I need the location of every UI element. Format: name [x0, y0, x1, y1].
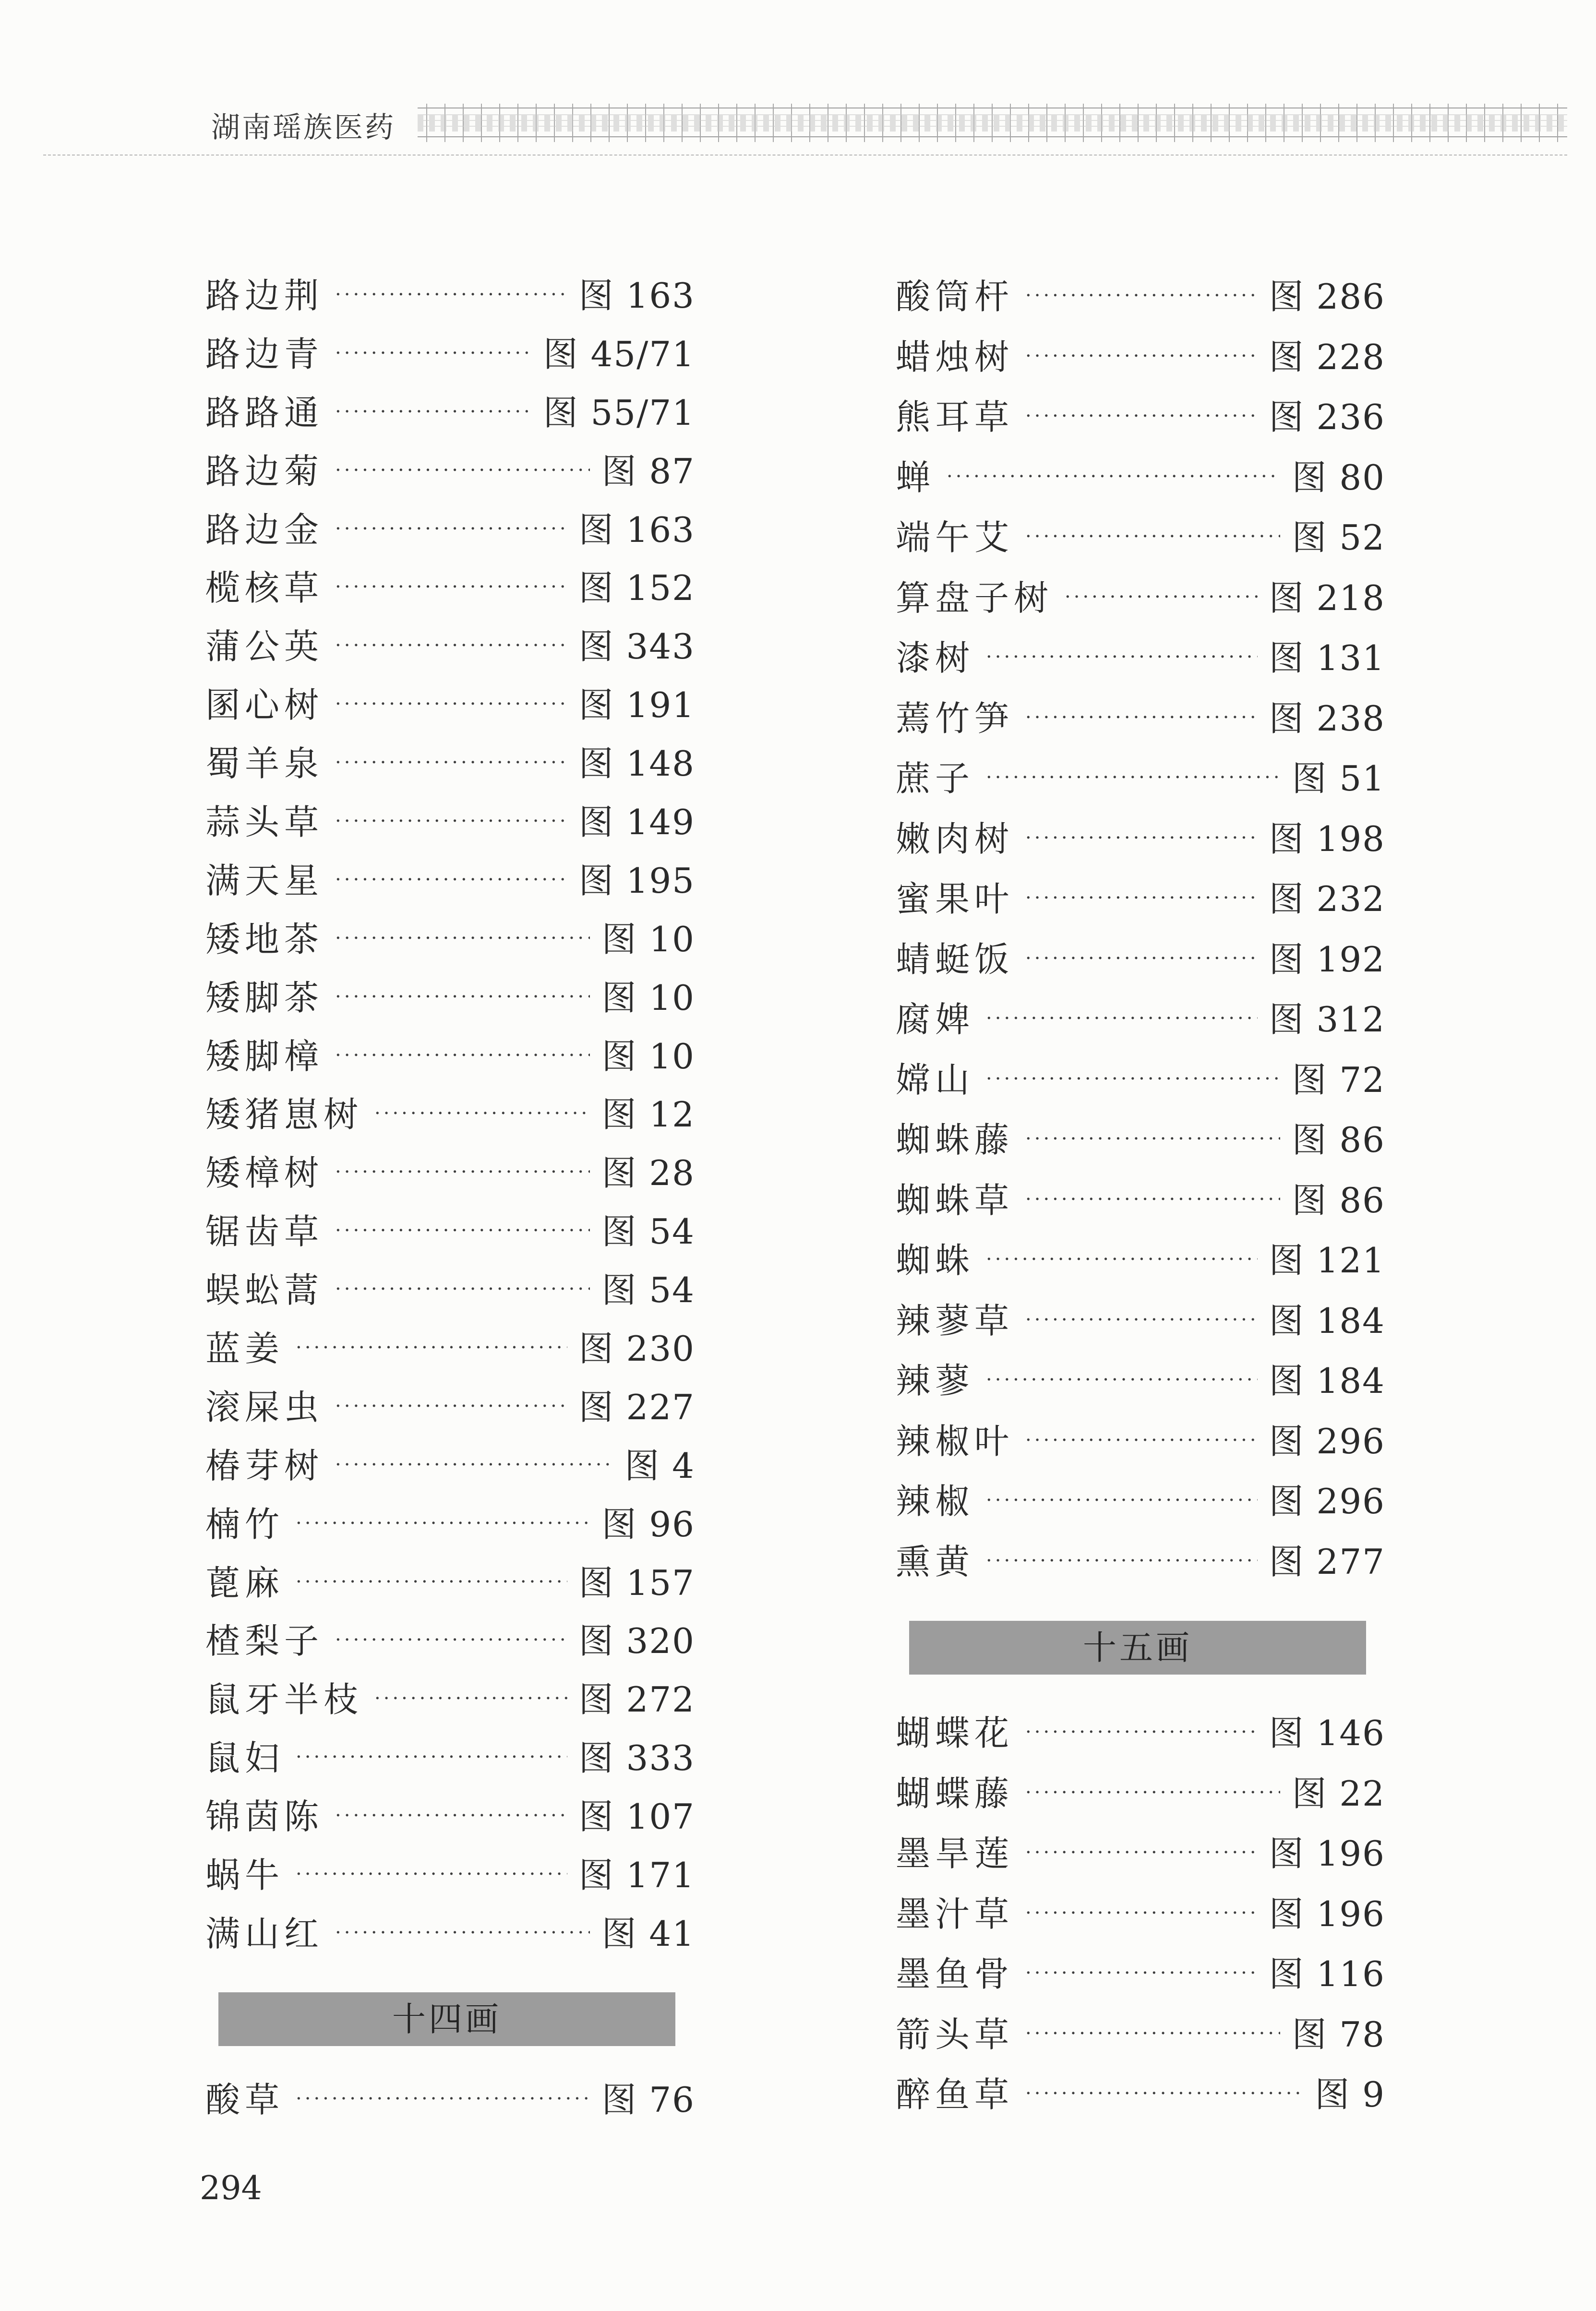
- entry-name: 墨旱莲: [896, 1833, 1014, 1874]
- dot-leader: [1025, 387, 1258, 447]
- dot-leader: [296, 1846, 567, 1904]
- index-entry: [896, 568, 1385, 629]
- index-entry: [896, 1884, 1385, 1945]
- dot-leader: [335, 1261, 590, 1319]
- dot-leader: [986, 1472, 1258, 1531]
- index-entry: [896, 2065, 1385, 2125]
- dot-leader: [335, 501, 567, 559]
- figure-reference: 图 198: [1269, 818, 1385, 859]
- entry-name: 蜡烛树: [896, 336, 1014, 377]
- figure-reference: 图 272: [578, 1679, 695, 1720]
- index-entry: [205, 1320, 695, 1378]
- dot-leader: [947, 448, 1280, 507]
- entry-name: 嫩肉树: [896, 818, 1014, 859]
- index-entry: [205, 735, 695, 793]
- entry-name: 路边青: [205, 334, 324, 374]
- entry-name: 蓖麻: [205, 1562, 285, 1603]
- dot-leader: [296, 1496, 590, 1553]
- entry-name: 蝉: [896, 457, 936, 498]
- dot-leader: [1025, 327, 1258, 387]
- figure-reference: 图 12: [601, 1094, 695, 1135]
- entry-name: 蜜果叶: [896, 879, 1014, 919]
- figure-reference: 图 76: [601, 2079, 695, 2120]
- entry-name: 锯齿草: [205, 1211, 324, 1252]
- index-entry: [896, 1944, 1385, 2005]
- figure-reference: 图 96: [601, 1504, 695, 1545]
- dot-leader: [335, 618, 567, 675]
- dot-leader: [1025, 1412, 1258, 1471]
- index-entry: [896, 1703, 1385, 1764]
- index-entry: [205, 325, 695, 384]
- dot-leader: [986, 1532, 1258, 1592]
- entry-name: 蔫竹笋: [896, 698, 1014, 739]
- entry-list: [205, 2071, 695, 2130]
- index-entry: [205, 384, 695, 443]
- index-entry: [205, 676, 695, 735]
- figure-reference: 图 10: [601, 977, 695, 1018]
- entry-name: 矮脚茶: [205, 977, 324, 1018]
- index-entry: [205, 1203, 695, 1261]
- dot-leader: [1065, 568, 1258, 628]
- entry-name: 辣椒叶: [896, 1421, 1014, 1461]
- dot-leader: [335, 1612, 567, 1670]
- index-entry: [205, 1028, 695, 1086]
- dot-leader: [986, 628, 1258, 688]
- entry-name: 酸筒杆: [896, 276, 1014, 317]
- book-title: 湖南瑶族医药: [211, 111, 396, 144]
- index-entry: [896, 508, 1385, 568]
- figure-reference: 图 195: [578, 860, 695, 901]
- entry-name: 矮樟树: [205, 1153, 324, 1194]
- dot-leader: [1025, 869, 1258, 929]
- figure-reference: 图 230: [578, 1329, 695, 1369]
- entry-name: 辣蓼: [896, 1361, 975, 1401]
- figure-reference: 图 157: [578, 1562, 695, 1603]
- figure-reference: 图 78: [1292, 2014, 1385, 2055]
- entry-name: 鼠牙半枝: [205, 1679, 363, 1720]
- entry-name: 蔗子: [896, 758, 975, 799]
- dot-leader: [1025, 1764, 1280, 1823]
- figure-reference: 图 227: [578, 1387, 695, 1427]
- index-entry: [205, 501, 695, 560]
- index-entry: [896, 1532, 1385, 1593]
- entry-name: 矮猪崽树: [205, 1094, 363, 1135]
- index-entry: [205, 2071, 695, 2130]
- entry-name: 矮地茶: [205, 919, 324, 959]
- index-entry: [205, 1846, 695, 1905]
- index-entry: [896, 387, 1385, 448]
- entry-list: [896, 267, 1385, 1592]
- figure-reference: 图 80: [1292, 457, 1385, 498]
- entry-name: 路边荆: [205, 275, 324, 316]
- figure-reference: 图 148: [578, 743, 695, 784]
- index-entry: [896, 749, 1385, 809]
- entry-name: 圂心树: [205, 685, 324, 726]
- dot-leader: [1025, 1291, 1258, 1351]
- figure-reference: 图 228: [1269, 336, 1385, 377]
- dot-leader: [335, 1203, 590, 1260]
- dot-leader: [1025, 508, 1280, 567]
- figure-reference: 图 28: [601, 1153, 695, 1194]
- index-entry: [896, 1171, 1385, 1231]
- index-entry: [205, 793, 695, 852]
- index-column-left: [205, 267, 695, 2130]
- figure-reference: 图 52: [1292, 517, 1385, 558]
- dot-leader: [986, 1231, 1258, 1290]
- entry-name: 辣椒: [896, 1481, 975, 1521]
- index-column-right: [896, 267, 1385, 2125]
- dot-leader: [335, 443, 590, 500]
- figure-reference: 图 22: [1292, 1773, 1385, 1814]
- figure-reference: 图 107: [578, 1796, 695, 1837]
- figure-reference: 图 163: [578, 275, 695, 316]
- index-entry: [896, 628, 1385, 689]
- figure-reference: 图 333: [578, 1738, 695, 1779]
- entry-name: 墨汁草: [896, 1893, 1014, 1934]
- index-entry: [896, 1110, 1385, 1171]
- figure-reference: 图 312: [1269, 999, 1385, 1040]
- figure-reference: 图 51: [1292, 758, 1385, 799]
- figure-reference: 图 55/71: [543, 392, 695, 433]
- dot-leader: [1025, 930, 1258, 989]
- figure-reference: 图 86: [1292, 1120, 1385, 1160]
- header-divider: [43, 155, 1567, 156]
- dot-leader: [1025, 267, 1258, 326]
- dot-leader: [1025, 689, 1258, 748]
- figure-reference: 图 116: [1269, 1954, 1385, 1994]
- dot-leader: [335, 793, 567, 851]
- index-entry: [205, 559, 695, 618]
- dot-leader: [986, 990, 1258, 1049]
- dot-leader: [1025, 1703, 1258, 1763]
- index-entry: [896, 448, 1385, 508]
- dot-leader: [335, 1144, 590, 1202]
- figure-reference: 图 121: [1269, 1240, 1385, 1281]
- section-heading-14-strokes: 十四画: [218, 1992, 675, 2046]
- entry-name: 椿芽树: [205, 1445, 324, 1486]
- entry-list: [896, 1703, 1385, 2125]
- figure-reference: 图 286: [1269, 276, 1385, 317]
- entry-name: 蝴蝶花: [896, 1713, 1014, 1753]
- dot-leader: [296, 2071, 590, 2129]
- index-entry: [896, 1824, 1385, 1884]
- figure-reference: 图 87: [601, 451, 695, 491]
- entry-name: 楂梨子: [205, 1621, 324, 1662]
- figure-reference: 图 236: [1269, 397, 1385, 437]
- figure-reference: 图 277: [1269, 1541, 1385, 1582]
- entry-name: 漆树: [896, 638, 975, 678]
- figure-reference: 图 152: [578, 568, 695, 609]
- figure-reference: 图 86: [1292, 1180, 1385, 1221]
- dot-leader: [335, 384, 532, 442]
- section-heading-15-strokes: 十五画: [909, 1621, 1366, 1675]
- dot-leader: [986, 749, 1280, 808]
- index-entry: [896, 689, 1385, 749]
- dot-leader: [335, 1028, 590, 1085]
- index-entry: [205, 1378, 695, 1437]
- entry-name: 蜻蜓饭: [896, 939, 1014, 980]
- dot-leader: [1025, 1824, 1258, 1883]
- entry-name: 路路通: [205, 392, 324, 433]
- entry-name: 腐婢: [896, 999, 975, 1040]
- entry-name: 算盘子树: [896, 577, 1054, 618]
- dot-leader: [1025, 1884, 1258, 1944]
- index-entry: [896, 327, 1385, 388]
- entry-name: 路边菊: [205, 451, 324, 491]
- index-entry: [205, 1788, 695, 1846]
- figure-reference: 图 54: [601, 1270, 695, 1311]
- figure-reference: 图 296: [1269, 1421, 1385, 1461]
- index-entry: [205, 443, 695, 501]
- dot-leader: [335, 267, 567, 324]
- entry-name: 满天星: [205, 860, 324, 901]
- entry-name: 蜗牛: [205, 1855, 285, 1896]
- dot-leader: [335, 1378, 567, 1436]
- figure-reference: 图 54: [601, 1211, 695, 1252]
- index-entry: [205, 1554, 695, 1613]
- entry-name: 楠竹: [205, 1504, 285, 1545]
- entry-name: 路边金: [205, 509, 324, 550]
- figure-reference: 图 171: [578, 1855, 695, 1896]
- figure-reference: 图 218: [1269, 577, 1385, 618]
- entry-name: 蓝姜: [205, 1329, 285, 1369]
- entry-name: 鼠妇: [205, 1738, 285, 1779]
- dot-leader: [986, 1050, 1280, 1110]
- figure-reference: 图 131: [1269, 638, 1385, 678]
- figure-reference: 图 238: [1269, 698, 1385, 739]
- figure-reference: 图 184: [1269, 1300, 1385, 1341]
- figure-reference: 图 4: [624, 1445, 695, 1486]
- entry-name: 满山红: [205, 1913, 324, 1954]
- entry-name: 辣蓼草: [896, 1300, 1014, 1341]
- index-entry: [896, 1764, 1385, 1824]
- index-entry: [205, 1261, 695, 1320]
- dot-leader: [335, 559, 567, 617]
- entry-name: 蜘蛛草: [896, 1180, 1014, 1221]
- index-entry: [205, 910, 695, 969]
- index-entry: [896, 2005, 1385, 2065]
- index-entry: [896, 267, 1385, 327]
- entry-name: 蜘蛛藤: [896, 1120, 1014, 1160]
- dot-leader: [296, 1554, 567, 1612]
- dot-leader: [1025, 1110, 1280, 1170]
- figure-reference: 图 146: [1269, 1713, 1385, 1753]
- index-entry: [205, 1905, 695, 1964]
- entry-name: 锦茵陈: [205, 1796, 324, 1837]
- figure-reference: 图 72: [1292, 1059, 1385, 1100]
- dot-leader: [335, 1905, 590, 1963]
- running-header: [0, 0, 1596, 163]
- entry-name: 蒲公英: [205, 626, 324, 667]
- index-entry: [205, 969, 695, 1028]
- index-entry: [205, 1144, 695, 1203]
- entry-name: 蜀羊泉: [205, 743, 324, 784]
- decorative-border-band: [418, 104, 1567, 142]
- figure-reference: 图 10: [601, 1036, 695, 1077]
- figure-reference: 图 191: [578, 685, 695, 726]
- dot-leader: [986, 1351, 1258, 1411]
- entry-name: 熏黄: [896, 1541, 975, 1582]
- index-entry: [205, 267, 695, 325]
- entry-name: 酸草: [205, 2079, 285, 2120]
- dot-leader: [374, 1086, 590, 1143]
- index-entry: [896, 930, 1385, 990]
- entry-name: 榄核草: [205, 568, 324, 609]
- entry-name: 滚屎虫: [205, 1387, 324, 1427]
- index-entry: [896, 1472, 1385, 1532]
- entry-name: 端午艾: [896, 517, 1014, 558]
- entry-name: 蒜头草: [205, 802, 324, 843]
- entry-name: 蝴蝶藤: [896, 1773, 1014, 1814]
- figure-reference: 图 196: [1269, 1893, 1385, 1934]
- index-entry: [205, 1671, 695, 1729]
- index-entry: [896, 1351, 1385, 1412]
- figure-reference: 图 10: [601, 919, 695, 959]
- figure-reference: 图 192: [1269, 939, 1385, 980]
- index-entry: [896, 1050, 1385, 1111]
- dot-leader: [1025, 1944, 1258, 2004]
- entry-name: 蜘蛛: [896, 1240, 975, 1281]
- dot-leader: [1025, 809, 1258, 869]
- entry-name: 墨鱼骨: [896, 1954, 1014, 1994]
- figure-reference: 图 45/71: [543, 334, 695, 374]
- figure-reference: 图 9: [1315, 2074, 1385, 2115]
- entry-name: 熊耳草: [896, 397, 1014, 437]
- index-entry: [896, 990, 1385, 1050]
- figure-reference: 图 320: [578, 1621, 695, 1662]
- figure-reference: 图 232: [1269, 879, 1385, 919]
- index-entry: [205, 852, 695, 910]
- figure-reference: 图 296: [1269, 1481, 1385, 1521]
- dot-leader: [335, 1788, 567, 1845]
- dot-leader: [296, 1729, 567, 1787]
- index-entry: [205, 1496, 695, 1554]
- dot-leader: [1025, 2005, 1280, 2064]
- dot-leader: [335, 852, 567, 910]
- figure-reference: 图 196: [1269, 1833, 1385, 1874]
- figure-reference: 图 149: [578, 802, 695, 843]
- dot-leader: [335, 735, 567, 792]
- index-entry: [896, 869, 1385, 930]
- figure-reference: 图 343: [578, 626, 695, 667]
- dot-leader: [335, 910, 590, 968]
- entry-name: 矮脚樟: [205, 1036, 324, 1077]
- index-entry: [205, 1086, 695, 1144]
- index-entry: [896, 809, 1385, 870]
- dot-leader: [1025, 1171, 1280, 1230]
- figure-reference: 图 163: [578, 509, 695, 550]
- dot-leader: [1025, 2065, 1303, 2124]
- dot-leader: [335, 969, 590, 1027]
- dot-leader: [374, 1671, 567, 1728]
- entry-name: 醉鱼草: [896, 2074, 1014, 2115]
- entry-name: 嫦山: [896, 1059, 975, 1100]
- figure-reference: 图 184: [1269, 1361, 1385, 1401]
- index-entry: [896, 1291, 1385, 1352]
- dot-leader: [335, 325, 532, 383]
- dot-leader: [296, 1320, 567, 1377]
- index-entry: [205, 618, 695, 676]
- entry-list: [205, 267, 695, 1964]
- index-entry: [896, 1231, 1385, 1291]
- page-number: 294: [200, 2169, 262, 2207]
- index-entry: [205, 1729, 695, 1788]
- entry-name: 蜈蚣蒿: [205, 1270, 324, 1311]
- entry-name: 箭头草: [896, 2014, 1014, 2055]
- dot-leader: [335, 676, 567, 734]
- figure-reference: 图 41: [601, 1913, 695, 1954]
- index-entry: [205, 1612, 695, 1671]
- dot-leader: [335, 1437, 613, 1495]
- index-entry: [896, 1412, 1385, 1472]
- index-entry: [205, 1437, 695, 1496]
